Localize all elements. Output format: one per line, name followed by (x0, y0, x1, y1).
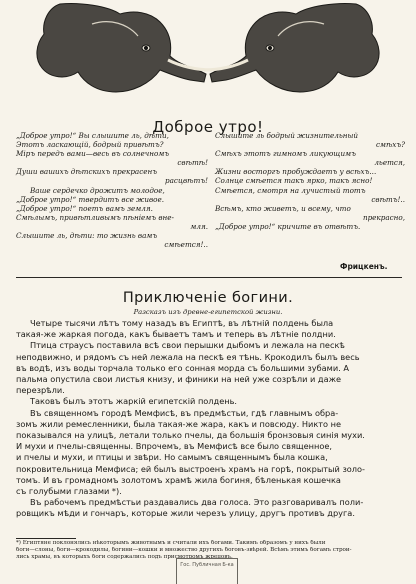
footnote-line: лись храмы, въ которыхъ боги содержались подъ присмотромъ жрецовъ. (16, 554, 233, 560)
story-line: Четыре тысячи лѣтъ тому назадъ въ Египтѣ, въ лѣтній полдень была (30, 318, 334, 328)
poem-line: Слышите ль, дѣти: то жизнь вамъ (16, 231, 158, 241)
elephants-illustration (0, 0, 416, 108)
footnote-line: *) Египтяне поклонялись нѣкоторымъ животнымъ и считали ихъ богами. Такимъ образомъ у нихъ были (16, 540, 326, 546)
story-line: томъ. И въ громадномъ золотомъ храмѣ жила богиня, бѣленькая кошечка (16, 474, 341, 485)
story-line: въ водѣ, изъ воды торчала только его сонная морда съ большими зубами. А (16, 362, 349, 373)
poem-line: Солнце смѣется такъ ярко, такъ ясно! (215, 176, 373, 186)
story-body (16, 318, 402, 520)
poem-line: прекрасно, (362, 212, 405, 222)
story-line: покровительница Мемфиса; ей былъ выстроенъ храмъ на горѣ, покрытый золо- (16, 463, 366, 474)
poem-line: смѣхъ? (375, 140, 405, 150)
poem-line: льется, (374, 158, 405, 168)
story-line: показывался на улицѣ, летали только пчелы, да большія бронзовыя синія мухи. (16, 430, 365, 441)
poem-line: „Доброе утро!“ твердитъ все живое. (16, 194, 165, 204)
story-line: перезрѣли. (16, 385, 65, 396)
story-subtitle: Разсказъ изъ древне-египетской жизни. (133, 308, 283, 316)
poem-line: свѣтѣ! (177, 158, 208, 168)
poem-line: „Доброе утро!“ кричите въ отвѣтъ. (215, 221, 361, 231)
story-line: такая-же жаркая погода, какъ бываетъ тамъ и теперь въ лѣтніе полдни. (16, 329, 336, 340)
footnote-line: боги—слоны, боги—крокодилы, богини—кошки и множество другихъ боговъ-звѣрей. Всѣмъ этимъ богамъ строи- (16, 547, 352, 553)
section-divider (16, 277, 402, 278)
story-line: съ голубыми глазами *). (16, 486, 122, 497)
story-line: Таковъ былъ этотъ жаркій египетскій полдень. (30, 396, 238, 407)
story-line: И мухи и пчелы-священны. Впрочемъ, въ Мемфисѣ все было священное, (16, 441, 333, 452)
poem-line: Смѣлымъ, привѣтливымъ пѣніемъ вне- (16, 212, 174, 222)
poem-line: Души вашихъ дѣтскихъ прекрасенъ (16, 167, 158, 177)
story-line: зомъ жили ремесленники, была такая-же жара, какъ и повсюду. Никто не (16, 418, 342, 429)
footnote-divider (16, 538, 76, 539)
story-line: Въ рабочемъ предмѣстьи раздавались два голоса. Это разговаривалъ поли- (30, 497, 364, 508)
story-line: Въ священномъ городѣ Мемфисѣ, въ предмѣстьи, гдѣ главнымъ обра- (30, 407, 339, 418)
right-elephant-icon (204, 3, 379, 92)
story-line: неподвижно, и рядомъ съ ней лежала на пескѣ ея тѣнь. Крокодилъ былъ весь (16, 351, 360, 362)
poem-right-column (215, 131, 405, 231)
poem-line: мля. (190, 221, 208, 231)
poem-author: Фрицкенъ. (340, 262, 388, 271)
story-title: Приключеніе богини. (122, 290, 294, 306)
story-line: и пчелы и мухи, и птицы и звѣри. Но самымъ священнымъ была кошка, (16, 452, 328, 463)
poem-line: „Доброе утро!“ поетъ вамъ земля. (16, 203, 153, 213)
story-line: Птица страусъ поставила всѣ свои перышки дыбомъ и лежала на пескѣ (30, 340, 345, 351)
story-line: ровщикъ мѣди и гончаръ, которые жили черезъ улицу, другъ противъ друга. (16, 508, 355, 519)
poem-line: свѣтъ!.. (371, 194, 405, 204)
poem-line: расцвѣтъ! (165, 176, 208, 186)
library-stamp: Гос. Публичная Б-ка (176, 558, 238, 584)
poem-line: смѣется!.. (164, 240, 208, 250)
poem-line: „Доброе утро!“ Вы слышите ль, дѣти, (16, 131, 169, 140)
left-elephant-icon (37, 3, 212, 92)
poem-line: Ваше сердечко дрожитъ молодое, (30, 185, 165, 195)
poem-line: Смѣхъ этотъ гимномъ ликующимъ (215, 149, 356, 159)
poem-left-column (16, 131, 208, 249)
poem-line: Всѣмъ, кто живетъ, и всему, что (215, 203, 351, 213)
poem-line: Этотъ ласкающій, бодрый привѣтъ? (16, 140, 164, 150)
poem-line: Жизни восторгъ пробуждаетъ у всѣхъ... (215, 167, 377, 177)
poem-title: Доброе утро! (152, 118, 264, 136)
poem-line: Смѣется, смотря на лучистый тотъ (215, 185, 366, 195)
poem-line: Міръ передъ вами—весь въ солнечномъ (16, 149, 170, 159)
story-line: пальма опустила свои листья книзу, и финики на ней уже созрѣли и даже (16, 374, 342, 385)
poem-line: Слышите ль бодрый жизнительный (215, 131, 358, 140)
